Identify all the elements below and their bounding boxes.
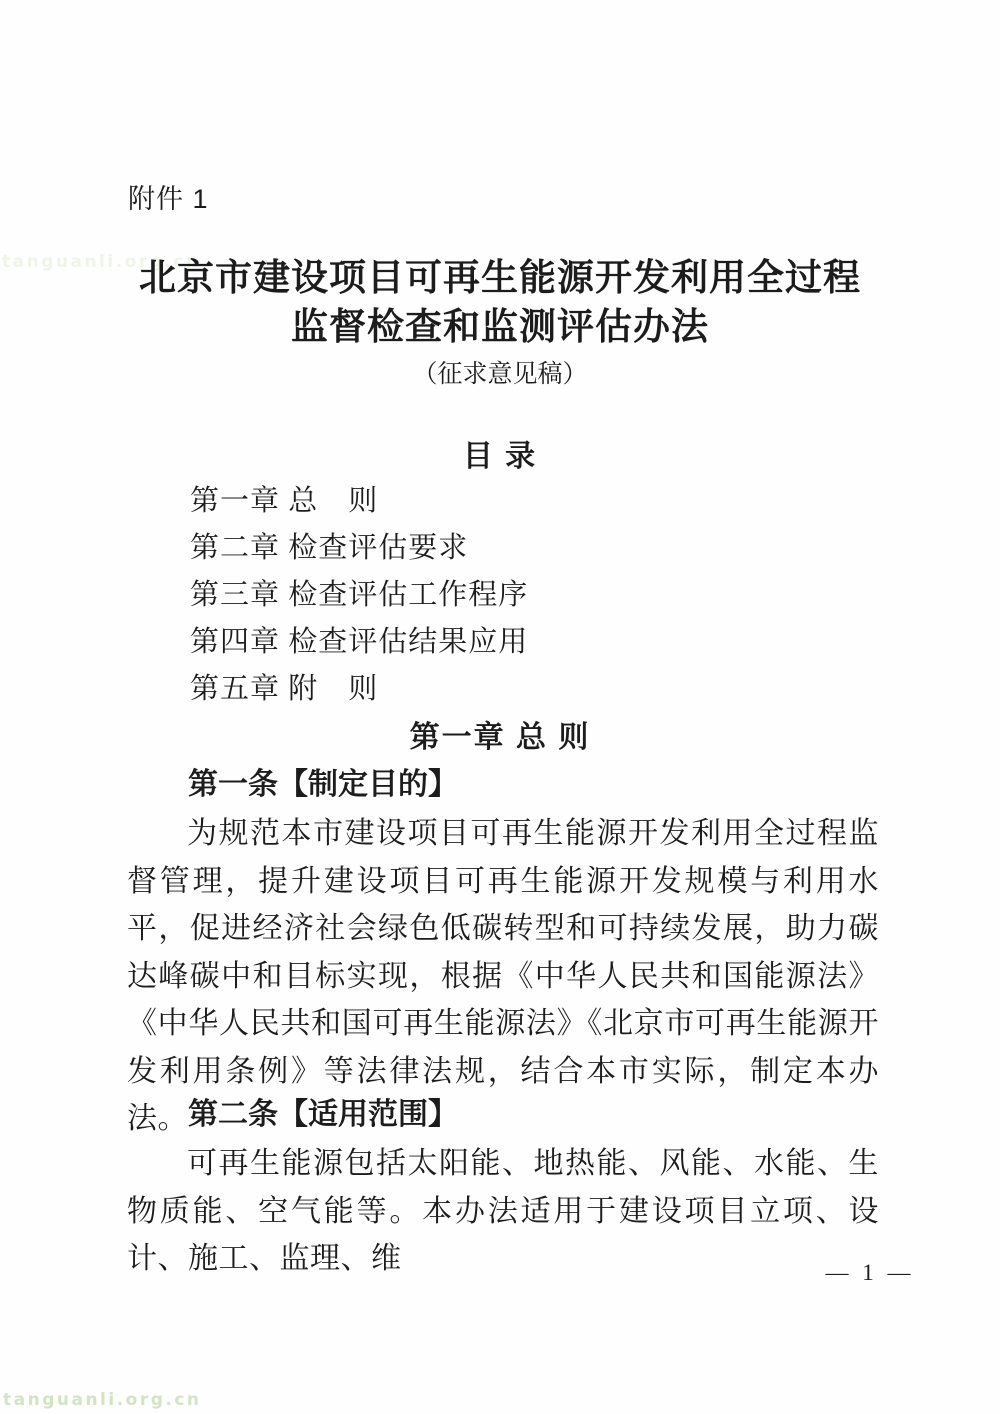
toc-item-chapter1: 第一章 总 则 — [190, 485, 379, 517]
document-subtitle: （征求意见稿） — [412, 361, 588, 388]
toc-item-chapter5: 第五章 附 则 — [190, 673, 379, 705]
article2-heading: 第二条【适用范围】 — [188, 1098, 458, 1131]
article1-paragraph: 为规范本市建设项目可再生能源开发利用全过程监督管理，提升建设项目可再生能源开发规模与利用水平，促进经济社会绿色低碳转型和可持续发展，助力碳达峰碳中和目标实现，根据《中华人民共和国能源法》《中华人民共和国可再生能源法》《北京市可再生能源开发利用条例》等法律法规，结合本市实际，制定本办法。 — [127, 817, 879, 1135]
attachment-label: 附件 1 — [128, 184, 209, 214]
toc-item-chapter4: 第四章 检查评估结果应用 — [190, 626, 529, 658]
document-title — [0, 254, 1000, 352]
page-number: — 1 — — [825, 1260, 915, 1285]
chapter1-heading: 第一章 总 则 — [409, 721, 591, 754]
document-title-line2: 监督检查和监测评估办法 — [291, 307, 709, 348]
article2-paragraph: 可再生能源包括太阳能、地热能、风能、水能、生物质能、空气能等。本办法适用于建设项目立项、设计、施工、监理、维 — [127, 1147, 879, 1275]
document-title-line1: 北京市建设项目可再生能源开发利用全过程 — [139, 258, 861, 299]
watermark-site-url: tanguanli.org.cn — [3, 1390, 202, 1410]
toc-heading: 目 录 — [462, 440, 538, 473]
toc-item-chapter2: 第二章 检查评估要求 — [190, 532, 469, 564]
watermark-site-url-faint: tanguanli.org.cn — [2, 252, 201, 272]
toc-list — [190, 478, 890, 713]
toc-item-chapter3: 第三章 检查评估工作程序 — [190, 579, 529, 611]
article1-heading: 第一条【制定目的】 — [188, 768, 458, 801]
